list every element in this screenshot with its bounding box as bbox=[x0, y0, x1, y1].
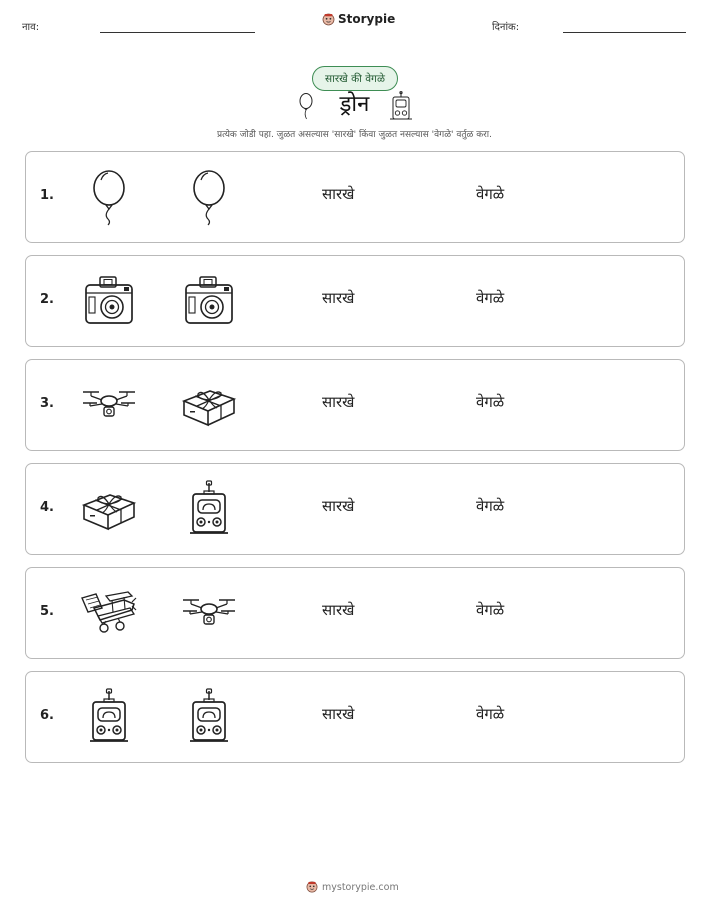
same-option[interactable]: सारखे bbox=[322, 601, 355, 619]
question-number: 4. bbox=[40, 500, 54, 515]
badge-label: सारखे की वेगळे bbox=[325, 72, 385, 85]
question-row bbox=[25, 151, 685, 243]
question-number: 6. bbox=[40, 708, 54, 723]
page-title: ड्रोन bbox=[339, 92, 370, 117]
question-row bbox=[25, 255, 685, 347]
question-number: 3. bbox=[40, 396, 54, 411]
footer-url[interactable]: mystorypie.com bbox=[322, 881, 399, 893]
camera-icon bbox=[179, 270, 239, 332]
same-option[interactable]: सारखे bbox=[322, 497, 355, 515]
different-option[interactable]: वेगळे bbox=[476, 289, 505, 307]
drone-icon bbox=[79, 374, 139, 436]
different-option[interactable]: वेगळे bbox=[476, 601, 505, 619]
gift-box-icon bbox=[79, 478, 139, 540]
different-option[interactable]: वेगळे bbox=[476, 393, 505, 411]
storypie-mascot-icon bbox=[306, 881, 318, 893]
name-line[interactable] bbox=[100, 32, 255, 33]
same-option[interactable]: सारखे bbox=[322, 289, 355, 307]
same-option[interactable]: सारखे bbox=[322, 185, 355, 203]
date-label: दिनांक: bbox=[492, 22, 520, 33]
date-line[interactable] bbox=[563, 32, 686, 33]
question-number: 5. bbox=[40, 604, 54, 619]
question-row bbox=[25, 671, 685, 763]
question-row bbox=[25, 567, 685, 659]
same-option[interactable]: सारखे bbox=[322, 393, 355, 411]
name-label: नाव: bbox=[22, 22, 40, 33]
different-option[interactable]: वेगळे bbox=[476, 705, 505, 723]
robot-icon bbox=[179, 478, 239, 540]
robot-icon bbox=[179, 686, 239, 748]
instructions: प्रत्येक जोडी पहा. जुळत असल्यास 'सारखे' किंवा जुळत नसल्यास 'वेगळे' वर्तुळ करा. bbox=[216, 130, 492, 140]
question-row bbox=[25, 463, 685, 555]
different-option[interactable]: वेगळे bbox=[476, 497, 505, 515]
question-number: 1. bbox=[40, 188, 54, 203]
same-option[interactable]: सारखे bbox=[322, 705, 355, 723]
brand-name: Storypie bbox=[338, 12, 396, 26]
gift-box-icon bbox=[179, 374, 239, 436]
robot-icon bbox=[389, 91, 413, 121]
biplane-icon bbox=[79, 582, 139, 644]
question-number: 2. bbox=[40, 292, 54, 307]
drone-icon bbox=[179, 582, 239, 644]
footer bbox=[306, 881, 399, 893]
question-row bbox=[25, 359, 685, 451]
balloon-icon bbox=[179, 166, 239, 228]
robot-icon bbox=[79, 686, 139, 748]
storypie-logo bbox=[322, 12, 395, 26]
different-option[interactable]: वेगळे bbox=[476, 185, 505, 203]
storypie-mascot-icon bbox=[322, 13, 335, 26]
balloon-icon bbox=[79, 166, 139, 228]
camera-icon bbox=[79, 270, 139, 332]
